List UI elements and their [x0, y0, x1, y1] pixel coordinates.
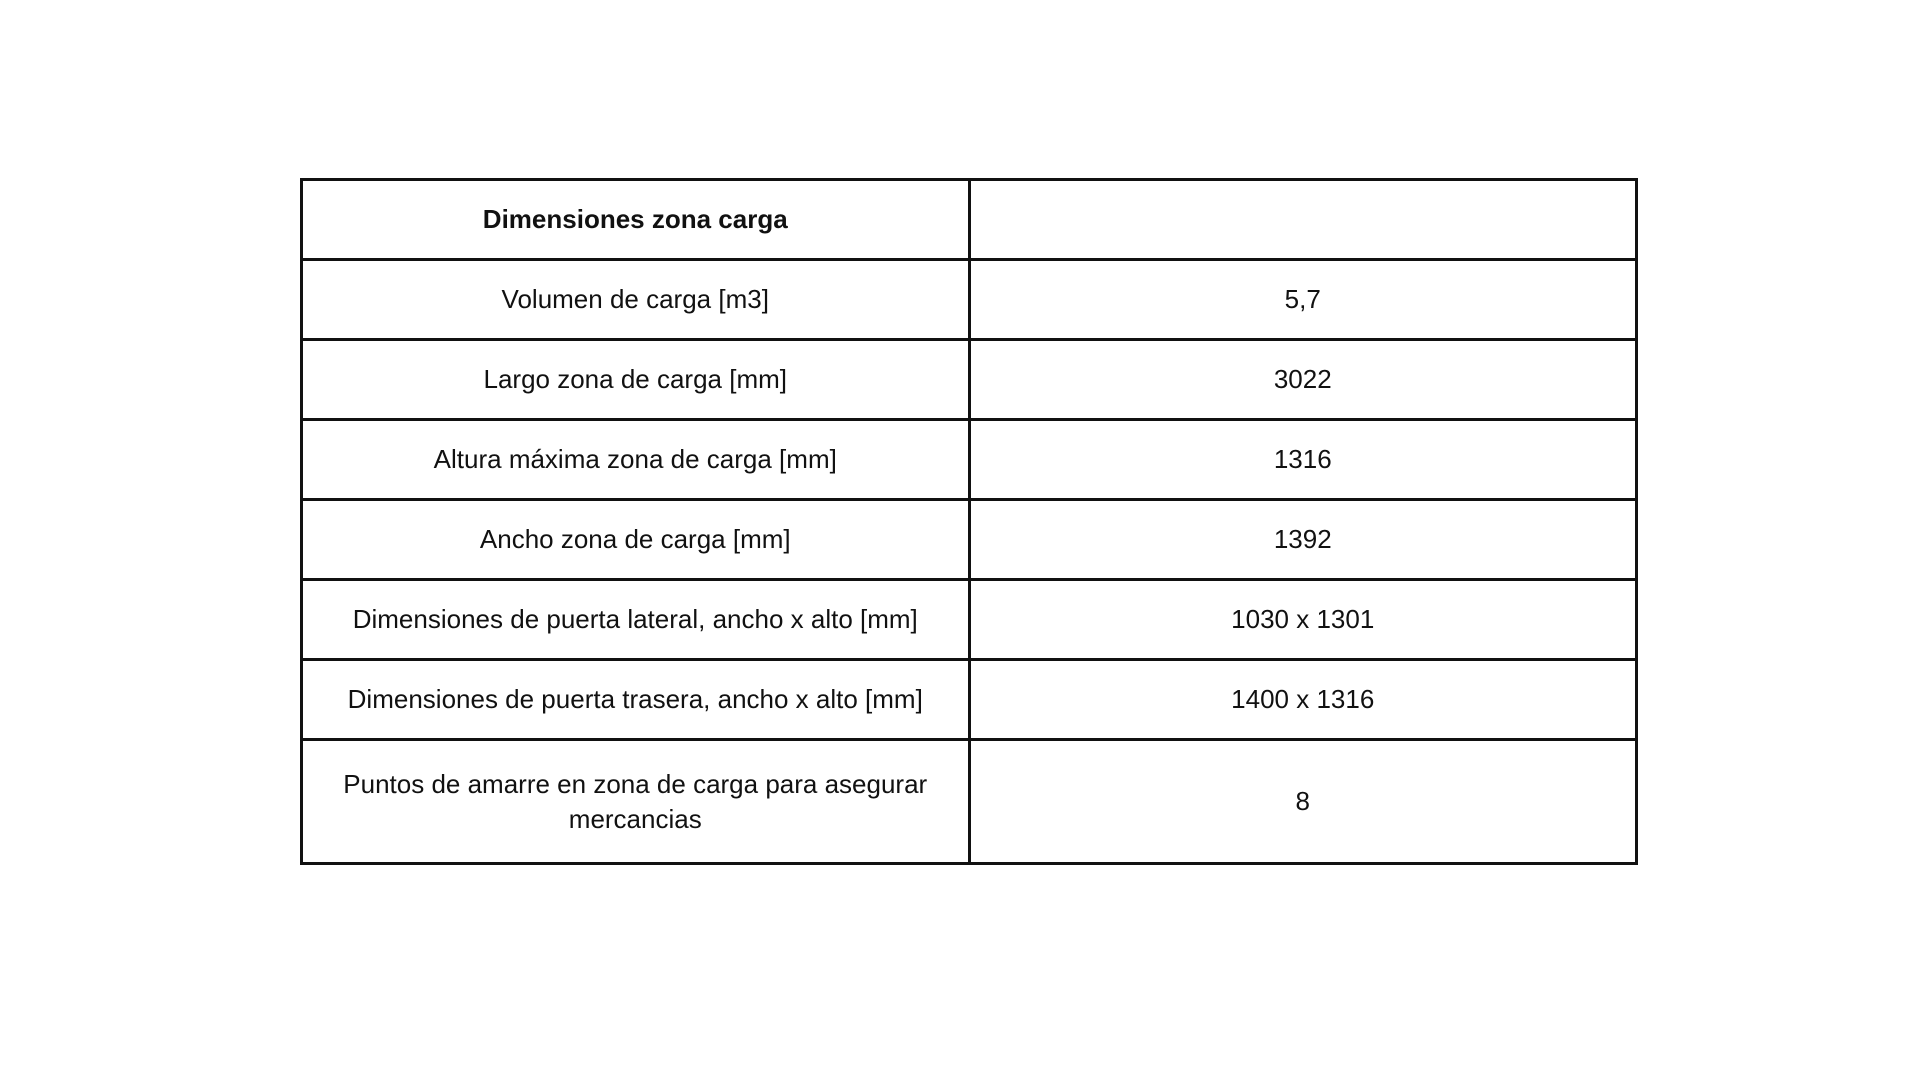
row-value-cell: 1030 x 1301 [969, 580, 1637, 660]
table-row [302, 500, 1637, 580]
row-value-cell: 8 [969, 740, 1637, 864]
row-label-cell: Volumen de carga [m3] [302, 260, 970, 340]
row-value-cell: 1392 [969, 500, 1637, 580]
row-value-cell: 3022 [969, 340, 1637, 420]
table-row [302, 340, 1637, 420]
row-label-cell: Altura máxima zona de carga [mm] [302, 420, 970, 500]
row-label-cell: Dimensiones de puerta trasera, ancho x alto [mm] [302, 660, 970, 740]
row-value-cell: 5,7 [969, 260, 1637, 340]
table-row [302, 580, 1637, 660]
row-label-cell: Largo zona de carga [mm] [302, 340, 970, 420]
row-label-cell: Dimensiones de puerta lateral, ancho x alto [mm] [302, 580, 970, 660]
table-row [302, 660, 1637, 740]
table-header-row [302, 180, 1637, 260]
table-row [302, 260, 1637, 340]
table-row [302, 740, 1637, 864]
cargo-dimensions-table [300, 178, 1638, 865]
header-value-cell [969, 180, 1637, 260]
row-value-cell: 1400 x 1316 [969, 660, 1637, 740]
header-label-cell: Dimensiones zona carga [302, 180, 970, 260]
row-label-cell: Puntos de amarre en zona de carga para asegurar mercancias [302, 740, 970, 864]
row-value-cell: 1316 [969, 420, 1637, 500]
table-row [302, 420, 1637, 500]
row-label-cell: Ancho zona de carga [mm] [302, 500, 970, 580]
